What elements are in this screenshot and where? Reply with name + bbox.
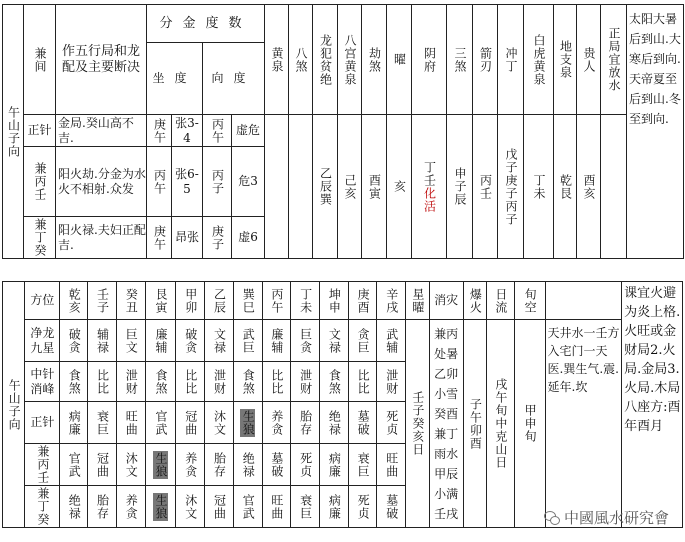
dir: 丁未 — [291, 282, 320, 320]
cell: 破贪 — [176, 320, 205, 362]
xingyao-val: 壬子癸亥日 — [406, 320, 429, 528]
m-yinfu: 丁壬化活 — [412, 115, 447, 259]
top-table — [2, 4, 684, 259]
row-name: 中针消峰 — [25, 362, 60, 402]
xiang2: 危3 — [232, 147, 265, 217]
baohuo-val: 子午卯酉 — [463, 320, 486, 528]
cell: 比比 — [262, 362, 291, 402]
cell: 冠曲 — [205, 486, 234, 528]
cell: 食煞 — [233, 362, 262, 402]
fen-jin-du-shu: 分金度数 — [147, 5, 265, 43]
col-fangwei: 方位 — [25, 282, 60, 320]
cell: 养贪 — [176, 444, 205, 486]
zuo-du: 坐度 — [147, 43, 203, 115]
h-basha: 八煞 — [289, 5, 313, 115]
dir: 壬子 — [88, 282, 117, 320]
bottom-side-label: 午山子向 — [3, 282, 25, 528]
cell: 生狼 — [145, 486, 176, 528]
h-riliu: 日流 — [487, 282, 515, 320]
cell: 病廉 — [320, 486, 349, 528]
cell: 官武 — [145, 402, 176, 444]
tianjing-a: 天井水一壬方 — [547, 326, 620, 340]
watermark-text: 中國風水研究會 — [563, 509, 669, 527]
zuo1: 庚午 — [147, 217, 172, 259]
cell: 官武 — [60, 444, 88, 486]
watermark — [544, 507, 669, 528]
xiang2: 虚6 — [232, 217, 265, 259]
row-name: 兼丁癸 — [25, 486, 60, 528]
empty-cell — [545, 282, 622, 320]
cell: 沐文 — [176, 486, 205, 528]
row-desc: 阳火劫.分金为水火不相射.众发 — [56, 147, 147, 217]
cell: 辅禄 — [88, 320, 117, 362]
cell: 绝禄 — [60, 486, 88, 528]
h-huangquan: 黄泉 — [265, 5, 289, 115]
h-yao: 曜 — [387, 5, 412, 115]
h-bagong: 八宫黄泉 — [338, 5, 362, 115]
cell: 衰巨 — [88, 402, 117, 444]
m-yao: 亥 — [387, 115, 412, 259]
cell: 病廉 — [320, 444, 349, 486]
row-name: 兼丙壬 — [25, 444, 60, 486]
tianjing-b: 入宅门一天医.巽生气.震.延年.坎 — [547, 344, 619, 394]
dir: 辛戌 — [377, 282, 406, 320]
h-yinfu: 阴府 — [412, 5, 447, 115]
m-sansha: 申子辰 — [447, 115, 473, 259]
cell: 绝禄 — [320, 402, 349, 444]
cell: 旺曲 — [262, 486, 291, 528]
bottom-table-wrap — [2, 281, 683, 528]
dir: 庚酉 — [348, 282, 377, 320]
ke-text: 火避为炎上格.火旺或金财局2.火局.金局3.火局.木局八座方:酉年酉月 — [624, 286, 681, 434]
row-name: 正针 — [25, 402, 60, 444]
cell: 泄财 — [116, 362, 145, 402]
cell: 养贪 — [262, 402, 291, 444]
cell: 贪巨 — [348, 320, 377, 362]
m-jianren: 丙壬 — [473, 115, 498, 259]
cell: 墓破 — [377, 486, 406, 528]
cell: 沐文 — [205, 402, 234, 444]
riliu-val: 戌午旬中克山日 — [487, 320, 515, 528]
m-guiren: 酉亥 — [577, 115, 601, 259]
cell: 沐文 — [116, 444, 145, 486]
cell: 泄财 — [291, 362, 320, 402]
cell: 生狼 — [233, 402, 262, 444]
cell: 比比 — [176, 362, 205, 402]
cell: 文禄 — [320, 320, 349, 362]
cell: 破贪 — [60, 320, 88, 362]
h-sansha: 三煞 — [447, 5, 473, 115]
row-desc: 阳火禄.夫妇正配吉. — [56, 217, 147, 259]
h-dizhi: 地支泉 — [554, 5, 577, 115]
cell: 泄财 — [205, 362, 234, 402]
h-baihu: 白虎黄泉 — [524, 5, 554, 115]
xiang1: 丙子 — [203, 147, 232, 217]
zuo1: 丙午 — [147, 147, 172, 217]
cell: 旺曲 — [377, 444, 406, 486]
zuo1: 庚午 — [147, 115, 172, 147]
dir: 艮寅 — [145, 282, 176, 320]
m-huangquan — [265, 115, 289, 259]
cell: 死贞 — [377, 402, 406, 444]
cell: 旺曲 — [116, 402, 145, 444]
h-xunkong: 旬空 — [514, 282, 545, 320]
ke-note — [622, 282, 683, 528]
dir: 乙辰 — [205, 282, 234, 320]
top-side-label: 午山子向 — [3, 5, 24, 259]
top-table-wrap — [2, 4, 683, 259]
cell: 武巨 — [233, 320, 262, 362]
cell: 泄财 — [377, 362, 406, 402]
cell: 死贞 — [291, 444, 320, 486]
m-chongding: 戊子庚子丙子 — [498, 115, 524, 259]
cell: 病廉 — [60, 402, 88, 444]
cell: 墓破 — [262, 444, 291, 486]
cell: 衰巨 — [291, 486, 320, 528]
cell: 廉辅 — [262, 320, 291, 362]
zuo2: 张6-5 — [172, 147, 203, 217]
h-longfan: 龙犯贫绝 — [313, 5, 338, 115]
cell: 巨文 — [116, 320, 145, 362]
cell: 廉辅 — [145, 320, 176, 362]
cell: 生狼 — [145, 444, 176, 486]
bottom-table — [2, 281, 683, 528]
row-desc: 金局.癸山高不吉. — [56, 115, 147, 147]
m-fangshui — [601, 115, 627, 259]
cell: 巨贪 — [291, 320, 320, 362]
cell: 食煞 — [320, 362, 349, 402]
cell: 死贞 — [348, 486, 377, 528]
dir: 巽巳 — [233, 282, 262, 320]
h-guiren: 贵人 — [577, 5, 601, 115]
cell: 养贪 — [116, 486, 145, 528]
cell: 冠曲 — [176, 402, 205, 444]
row-name: 兼丁癸 — [24, 217, 56, 259]
cell: 比比 — [88, 362, 117, 402]
dir: 甲卯 — [176, 282, 205, 320]
m-bagong: 己亥 — [338, 115, 362, 259]
cell: 官武 — [233, 486, 262, 528]
cell: 胎存 — [205, 444, 234, 486]
m-jiesha: 酉寅 — [362, 115, 387, 259]
xiang-du: 向度 — [203, 43, 265, 115]
dir: 癸丑 — [116, 282, 145, 320]
row-name: 兼丙壬 — [24, 147, 56, 217]
cell: 胎存 — [88, 486, 117, 528]
h-jianren: 箭刃 — [473, 5, 498, 115]
xiang2: 虚危 — [232, 115, 265, 147]
h-fangshui: 正局宜放水 — [601, 5, 627, 115]
cell: 比比 — [348, 362, 377, 402]
cell: 武辅 — [377, 320, 406, 362]
h-chongding: 冲丁 — [498, 5, 524, 115]
tianjing-val — [545, 320, 622, 528]
h-xingyao: 星曜 — [406, 282, 429, 320]
xiang1: 丙午 — [203, 115, 232, 147]
col-jianjian-title: 作五行局和龙配及主要断决 — [56, 5, 147, 115]
dir: 坤申 — [320, 282, 349, 320]
row-name: 正针 — [24, 115, 56, 147]
dir: 丙午 — [262, 282, 291, 320]
xiaozai-val: 兼丙处暑乙卯小雪癸酉兼丁雨水甲辰小满壬戌 — [429, 320, 463, 528]
cell: 胎存 — [291, 402, 320, 444]
top-note: 太阳大暑后到山.大寒后到向.天帝夏至后到山.冬至到向. — [627, 5, 684, 259]
h-xiaozai: 消灾 — [429, 282, 463, 320]
m-basha — [289, 115, 313, 259]
col-jianjian: 兼间 — [24, 5, 56, 115]
ke-label: 课宜 — [624, 286, 651, 301]
cell: 墓破 — [348, 402, 377, 444]
h-jiesha: 劫煞 — [362, 5, 387, 115]
wechat-icon — [544, 511, 560, 524]
m-baihu: 丁未 — [524, 115, 554, 259]
m-dizhi: 乾艮 — [554, 115, 577, 259]
zuo2: 昂张 — [172, 217, 203, 259]
cell: 食煞 — [145, 362, 176, 402]
row-name: 净龙九星 — [25, 320, 60, 362]
h-baohuo: 爆火 — [463, 282, 486, 320]
xunkong-val: 甲申旬 — [514, 320, 545, 528]
cell: 食煞 — [60, 362, 88, 402]
cell: 衰巨 — [348, 444, 377, 486]
m-longfan: 乙辰巽 — [313, 115, 338, 259]
xiang1: 庚子 — [203, 217, 232, 259]
cell: 冠曲 — [88, 444, 117, 486]
dir: 乾亥 — [60, 282, 88, 320]
cell: 文禄 — [205, 320, 234, 362]
zuo2: 张3-4 — [172, 115, 203, 147]
cell: 绝禄 — [233, 444, 262, 486]
